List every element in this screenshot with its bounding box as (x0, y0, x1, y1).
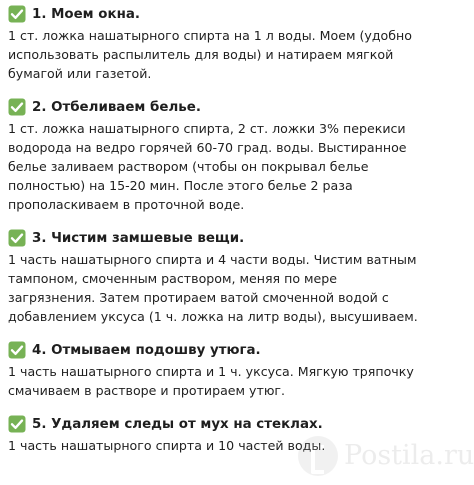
tip-item (8, 228, 454, 326)
tip-body (8, 436, 454, 455)
tip-item (8, 414, 454, 455)
tip-header (8, 4, 454, 24)
tip-body-line: тампоном, смоченным раствором, меняя по мере (8, 271, 338, 286)
tip-item (8, 97, 454, 214)
tip-body-line: 1 ст. ложка нашатырного спирта на 1 л воды. Моем (удобно (8, 28, 412, 43)
tip-body-line: белье заливаем раствором (чтобы он покрывал белье (8, 159, 369, 174)
tips-list (8, 4, 454, 469)
tip-body-line: прополаскиваем в проточной воде. (8, 197, 245, 212)
tip-body-line: 1 часть нашатырного спирта и 4 части воды. Чистим ватным (8, 252, 417, 267)
tip-header (8, 414, 454, 434)
check-mark-button-icon (8, 5, 26, 23)
tip-title: 4. Отмываем подошву утюга. (32, 342, 261, 358)
tip-body-line: полностью) на 15-20 мин. После этого белье 2 раза (8, 178, 353, 193)
check-mark-button-icon (8, 341, 26, 359)
tip-body (8, 250, 454, 326)
tip-body-line: использовать распылитель для воды) и натираем мягкой (8, 47, 394, 62)
tip-body (8, 119, 454, 214)
tip-body-line: смачиваем в растворе и протираем утюг. (8, 383, 286, 398)
tip-body-line: 1 часть нашатырного спирта и 1 ч. уксуса. Мягкую тряпочку (8, 364, 414, 379)
tip-title: 1. Моем окна. (32, 6, 140, 22)
tip-body-line: загрязнения. Затем протираем ватой смоченной водой с (8, 290, 389, 305)
tip-header (8, 340, 454, 360)
tip-title: 3. Чистим замшевые вещи. (32, 230, 245, 246)
tip-body-line: 1 ст. ложка нашатырного спирта, 2 ст. ложки 3% перекиси (8, 121, 406, 136)
tip-body-line: добавлением уксуса (1 ч. ложка на литр воды), высушиваем. (8, 309, 418, 324)
tip-body-line: водорода на ведро горячей 60-70 град. воды. Выстиранное (8, 140, 407, 155)
tip-body-line: бумагой или газетой. (8, 66, 152, 81)
check-mark-button-icon (8, 415, 26, 433)
tip-item (8, 340, 454, 400)
tip-header (8, 228, 454, 248)
tip-body-line: 1 часть нашатырного спирта и 10 частей воды. (8, 438, 326, 453)
watermark-text: Postila.ru (344, 440, 474, 471)
tip-body (8, 362, 454, 400)
tip-title: 2. Отбеливаем белье. (32, 99, 201, 115)
tip-title: 5. Удаляем следы от мух на стеклах. (32, 416, 323, 432)
tip-item (8, 4, 454, 83)
tip-header (8, 97, 454, 117)
check-mark-button-icon (8, 98, 26, 116)
check-mark-button-icon (8, 229, 26, 247)
tip-body (8, 26, 454, 83)
